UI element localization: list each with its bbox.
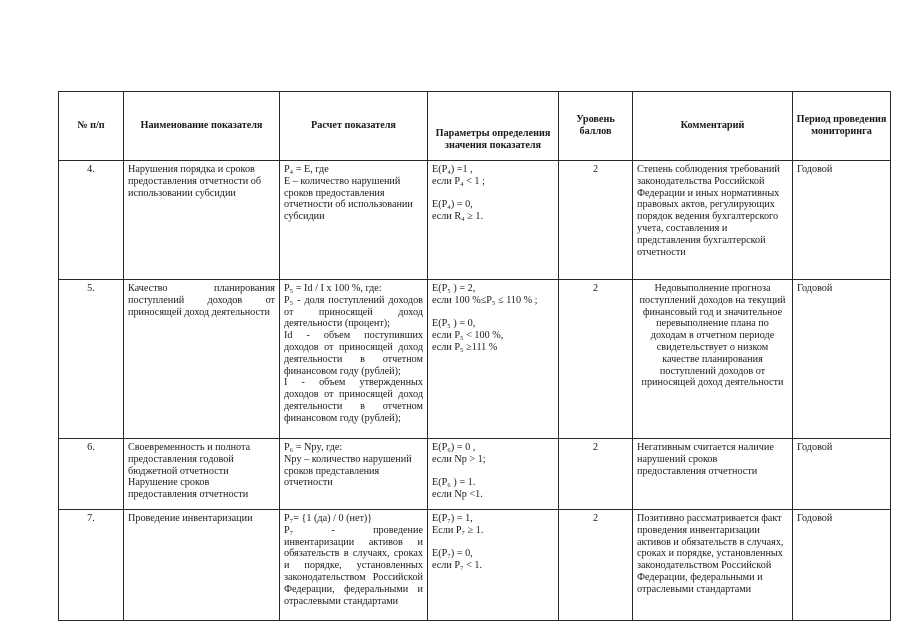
monitoring-period: Годовой [793, 439, 891, 510]
score-level: 2 [559, 439, 633, 510]
indicator-calc [280, 161, 428, 280]
calc-line: P₅ - доля поступлений доходов от приносящей доход деятельности (процент); [284, 294, 423, 330]
score-level: 2 [559, 161, 633, 280]
table-row [59, 161, 891, 280]
header-period: Период проведения мониторинга [793, 92, 891, 161]
header-comment: Комментарий [633, 92, 793, 161]
param-gap [432, 307, 554, 319]
row-number: 5. [59, 280, 124, 439]
calc-line: P₇ - проведение инвентаризации активов и обязательств в случаях, сроках и порядке, установленных законодательством Российской Федерации, федеральными и отраслевыми стандартами [284, 524, 423, 607]
indicator-name: Проведение инвентаризации [124, 510, 280, 621]
param-line: E(P₅ ) = 2, [432, 283, 476, 294]
param-line: E(P₄) =1 , [432, 164, 473, 175]
param-line: E(P₆) = 0 , [432, 442, 476, 453]
row-number: 7. [59, 510, 124, 621]
param-gap [432, 188, 554, 200]
calc-line: I - объем утвержденных доходов от приносящей доход деятельности в отчетном финансовом году (рублей); [284, 377, 423, 424]
param-line: E(P₇) = 0, [432, 548, 473, 560]
header-num: № п/п [59, 92, 124, 161]
indicator-comment: Степень соблюдения требований законодательства Российской Федерации и иных нормативных правовых актов, регулирующих порядок ведения бухгалтерского учета, составления и представления бухгалтерской отчетности [633, 161, 793, 280]
monitoring-period: Годовой [793, 161, 891, 280]
score-level: 2 [559, 280, 633, 439]
indicator-name: Качество планирования поступлений доходов от приносящей доход деятельности [124, 280, 280, 439]
calc-line: P₅ = Id / I x 100 %, где: [284, 283, 382, 294]
header-calc: Расчет показателя [280, 92, 428, 161]
indicator-name: Нарушения порядка и сроков предоставления отчетности об использовании субсидии [124, 161, 280, 280]
monitoring-period: Годовой [793, 280, 891, 439]
header-score: Уровень баллов [559, 92, 633, 161]
param-line: если P₅ < 100 %, [432, 330, 504, 342]
header-params: Параметры определения значения показателя [428, 92, 559, 161]
indicator-calc [280, 280, 428, 439]
param-line: E(P₅ ) = 0, [432, 318, 476, 330]
header-name: Наименование показателя [124, 92, 280, 161]
table-row [59, 510, 891, 621]
row-number: 6. [59, 439, 124, 510]
param-line: если P₄ < 1 ; [432, 175, 485, 187]
indicator-params [428, 439, 559, 510]
param-line: E(P₄) = 0, [432, 199, 473, 211]
param-line: если R₄ ≥ 1. [432, 211, 484, 223]
indicator-params [428, 510, 559, 621]
param-gap [432, 537, 554, 549]
param-gap [432, 466, 554, 478]
param-line: если P₇ < 1. [432, 560, 483, 572]
indicator-comment: Недовыполнение прогноза поступлений доходов на текущий финансовый год и значительное перевыполнение плана по доходам в отчетном периоде свидетельствует о низком качестве планирования поступлений доходов от приносящей доход деятельности [633, 280, 793, 439]
param-line: если 100 %≤P₅ ≤ 110 % ; [432, 294, 538, 306]
score-level: 2 [559, 510, 633, 621]
calc-line: Npy – количество нарушений сроков представления отчетности [284, 453, 412, 489]
row-number: 4. [59, 161, 124, 280]
calc-line: P₇= {1 (да) / 0 (нет)} [284, 513, 373, 524]
indicators-table [58, 91, 891, 621]
calc-line: E – количество нарушений сроков предоставления отчетности об использовании субсидии [284, 175, 413, 223]
table-header-row [59, 92, 891, 161]
indicator-comment: Негативным считается наличие нарушений сроков предоставления отчетности [633, 439, 793, 510]
param-line: E(P₇) = 1, [432, 513, 473, 524]
param-line: E(P₆ ) = 1. [432, 477, 476, 489]
indicator-params [428, 161, 559, 280]
indicator-calc [280, 439, 428, 510]
calc-line: Id - объем поступивших доходов от приносящей доход деятельности в отчетном финансовом году (рублей); [284, 330, 423, 377]
param-line: Если P₇ ≥ 1. [432, 524, 484, 536]
calc-line: P₆ = Npy, где: [284, 442, 343, 453]
table-row [59, 439, 891, 510]
indicator-calc [280, 510, 428, 621]
indicator-name: Своевременность и полнота предоставления годовой бюджетной отчетности Нарушение сроков предоставления отчетности [124, 439, 280, 510]
monitoring-period: Годовой [793, 510, 891, 621]
param-line: если P₅ ≥111 % [432, 341, 498, 353]
param-line: если Np > 1; [432, 453, 486, 465]
calc-line: P₄ = E, где [284, 164, 329, 175]
param-line: если Np <1. [432, 489, 483, 501]
indicator-comment: Позитивно рассматривается факт проведения инвентаризации активов и обязательств в случаях, сроках и порядке, установленных законодательством Российской Федерации, федеральными и отраслевыми стандартами [633, 510, 793, 621]
indicator-params [428, 280, 559, 439]
table-row [59, 280, 891, 439]
